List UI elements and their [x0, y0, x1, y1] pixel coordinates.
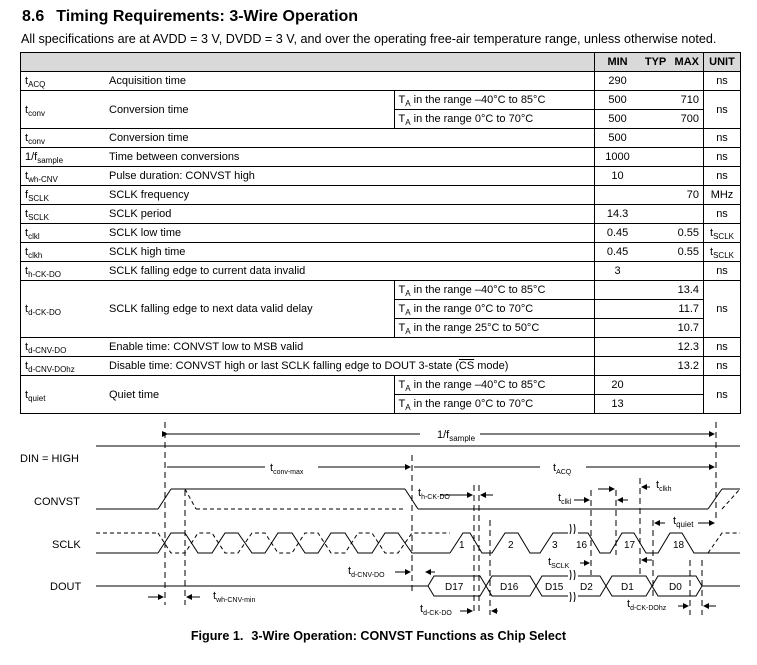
param-description: Conversion time: [105, 129, 594, 148]
unit-value: ns: [704, 338, 741, 357]
typ-value: [641, 243, 671, 262]
label-td-ck-dohz: $t_{d-CK-DOhz}$: [627, 598, 667, 612]
signal-label-din: DIN = HIGH: [20, 453, 79, 465]
unit-value: $t_{SCLK}$: [704, 243, 741, 262]
param-description: Enable time: CONVST low to MSB valid: [105, 338, 594, 357]
condition: $T_A$ in the range –40°C to 85°C: [394, 376, 594, 395]
min-value: [594, 357, 641, 376]
param-symbol: $t_{wh-CNV}$: [21, 167, 106, 186]
unit-value: ns: [704, 91, 741, 129]
param-description: SCLK falling edge to current data invalid: [105, 262, 594, 281]
condition: $T_A$ in the range 0°C to 70°C: [394, 300, 594, 319]
max-value: [671, 148, 704, 167]
max-value: 10.7: [671, 319, 704, 338]
param-symbol: $t_{conv}$: [21, 129, 106, 148]
label-tclkl: $t_{clkl}$: [558, 492, 572, 506]
max-value: 0.55: [671, 243, 704, 262]
table-row: [21, 91, 741, 110]
table-row: [21, 129, 741, 148]
unit-value: ns: [704, 357, 741, 376]
signal-label-dout: DOUT: [50, 581, 82, 593]
max-value: 0.55: [671, 224, 704, 243]
max-value: 12.3: [671, 338, 704, 357]
max-value: [671, 167, 704, 186]
param-description: Disable time: CONVST high or last SCLK falling edge to DOUT 3-state ($\overline{CS}$ mode): [105, 357, 594, 376]
unit-value: ns: [704, 72, 741, 91]
typ-value: [641, 205, 671, 224]
max-value: 70: [671, 186, 704, 205]
table-row: [21, 205, 741, 224]
condition: $T_A$ in the range 0°C to 70°C: [394, 110, 594, 129]
param-description: SCLK low time: [105, 224, 594, 243]
table-row: [21, 262, 741, 281]
table-row: [21, 186, 741, 205]
label-tconv-max: $t_{conv-max}$: [270, 462, 304, 476]
max-value: 11.7: [671, 300, 704, 319]
min-value: [594, 338, 641, 357]
label-twh-cnv-min: $t_{wh-CNV-min}$: [213, 590, 256, 604]
table-row: [21, 167, 741, 186]
typ-value: [641, 319, 671, 338]
typ-value: [641, 357, 671, 376]
table-row: [21, 72, 741, 91]
section-title: [22, 8, 358, 26]
param-description: SCLK falling edge to next data valid delay: [105, 281, 394, 338]
condition: $T_A$ in the range –40°C to 85°C: [394, 281, 594, 300]
clock-number: 2: [508, 540, 514, 551]
clock-number: 3: [552, 540, 558, 551]
label-tquiet: $t_{quiet}$: [673, 515, 694, 529]
label-th-ck-do: $t_{h-CK-DO}$: [418, 487, 450, 501]
max-value: [671, 376, 704, 395]
data-bit: D0: [669, 582, 682, 593]
param-description: Conversion time: [105, 91, 394, 129]
table-row: [21, 224, 741, 243]
typ-value: [641, 395, 671, 414]
table-row: [21, 243, 741, 262]
label-td-ck-do: $t_{d-CK-DO}$: [420, 603, 452, 617]
param-symbol: $t_{clkl}$: [21, 224, 106, 243]
unit-value: ns: [704, 205, 741, 224]
clock-number: 1: [459, 540, 465, 551]
timing-requirements-table: [20, 52, 741, 414]
param-description: Acquisition time: [105, 72, 594, 91]
label-fsample: $1/f_{sample}$: [437, 429, 476, 443]
clock-number: 17: [624, 540, 636, 551]
min-value: 13: [594, 395, 641, 414]
min-value: 3: [594, 262, 641, 281]
timing-diagram: [0, 415, 757, 630]
param-symbol: $t_{d-CK-DO}$: [21, 281, 106, 338]
typ-value: [641, 338, 671, 357]
max-value: 700: [671, 110, 704, 129]
param-description: SCLK period: [105, 205, 594, 224]
data-bit: D17: [445, 582, 464, 593]
label-td-cnv-do: $t_{d-CNV-DO}$: [348, 565, 385, 579]
unit-value: ns: [704, 167, 741, 186]
typ-value: [641, 281, 671, 300]
min-value: [594, 281, 641, 300]
table-row: [21, 338, 741, 357]
param-symbol: $t_{d-CNV-DO}$: [21, 338, 106, 357]
label-tacq: $t_{ACQ}$: [553, 462, 572, 476]
min-value: 500: [594, 110, 641, 129]
table-row: [21, 357, 741, 376]
max-value: [671, 129, 704, 148]
unit-value: ns: [704, 148, 741, 167]
max-value: 710: [671, 91, 704, 110]
section-title-text: Timing Requirements: 3-Wire Operation: [56, 8, 359, 25]
param-symbol: $1/f_{sample}$: [21, 148, 106, 167]
typ-value: [641, 376, 671, 395]
condition: $T_A$ in the range –40°C to 85°C: [394, 91, 594, 110]
min-value: 20: [594, 376, 641, 395]
min-value: 0.45: [594, 224, 641, 243]
label-tclkh: $t_{clkh}$: [656, 479, 672, 493]
header-max: MAX: [671, 53, 704, 72]
data-bit: D1: [621, 582, 634, 593]
typ-value: [641, 148, 671, 167]
clock-number: 18: [673, 540, 685, 551]
clock-number: 16: [576, 540, 588, 551]
min-value: 10: [594, 167, 641, 186]
max-value: [671, 395, 704, 414]
figure-caption-text: 3-Wire Operation: CONVST Functions as Chip Select: [251, 629, 567, 643]
min-value: [594, 300, 641, 319]
table-header-row: [21, 53, 741, 72]
typ-value: [641, 91, 671, 110]
typ-value: [641, 72, 671, 91]
table-row: [21, 148, 741, 167]
typ-value: [641, 186, 671, 205]
table-row: [21, 281, 741, 300]
typ-value: [641, 110, 671, 129]
param-symbol: $t_{ACQ}$: [21, 72, 106, 91]
typ-value: [641, 262, 671, 281]
unit-value: ns: [704, 129, 741, 148]
unit-value: MHz: [704, 186, 741, 205]
param-symbol: $t_{quiet}$: [21, 376, 106, 414]
conditions-note: All specifications are at AVDD = 3 V, DVDD = 3 V, and over the operating free-air temperature range, unless otherwise noted.: [21, 32, 717, 46]
param-description: SCLK high time: [105, 243, 594, 262]
label-tsclk: $t_{SCLK}$: [548, 556, 570, 570]
param-description: SCLK frequency: [105, 186, 594, 205]
param-description: Pulse duration: CONVST high: [105, 167, 594, 186]
param-symbol: $t_{SCLK}$: [21, 205, 106, 224]
header-typ: TYP: [641, 53, 671, 72]
max-value: [671, 72, 704, 91]
min-value: 500: [594, 129, 641, 148]
param-symbol: $t_{d-CNV-DOhz}$: [21, 357, 106, 376]
param-symbol: $t_{conv}$: [21, 91, 106, 129]
table-row: [21, 376, 741, 395]
max-value: 13.4: [671, 281, 704, 300]
typ-value: [641, 300, 671, 319]
header-min: MIN: [594, 53, 641, 72]
min-value: 290: [594, 72, 641, 91]
data-bit: D15: [545, 582, 564, 593]
max-value: 13.2: [671, 357, 704, 376]
max-value: [671, 205, 704, 224]
min-value: 500: [594, 91, 641, 110]
figure-number: Figure 1.: [190, 629, 244, 643]
param-symbol: $t_{h-CK-DO}$: [21, 262, 106, 281]
unit-value: ns: [704, 376, 741, 414]
min-value: [594, 319, 641, 338]
data-bit: D16: [500, 582, 519, 593]
min-value: 0.45: [594, 243, 641, 262]
section-number: 8.6: [22, 8, 45, 25]
unit-value: ns: [704, 281, 741, 338]
param-description: Time between conversions: [105, 148, 594, 167]
signal-label-sclk: SCLK: [52, 539, 81, 551]
typ-value: [641, 129, 671, 148]
data-bit: D2: [580, 582, 593, 593]
min-value: 1000: [594, 148, 641, 167]
typ-value: [641, 167, 671, 186]
header-unit: UNIT: [704, 53, 741, 72]
min-value: 14.3: [594, 205, 641, 224]
header-blank: [21, 53, 595, 72]
min-value: [594, 186, 641, 205]
param-description: Quiet time: [105, 376, 394, 414]
param-symbol: $f_{SCLK}$: [21, 186, 106, 205]
condition: $T_A$ in the range 25°C to 50°C: [394, 319, 594, 338]
param-symbol: $t_{clkh}$: [21, 243, 106, 262]
condition: $T_A$ in the range 0°C to 70°C: [394, 395, 594, 414]
typ-value: [641, 224, 671, 243]
signal-label-convst: CONVST: [34, 496, 80, 508]
figure-caption: [0, 629, 757, 643]
unit-value: $t_{SCLK}$: [704, 224, 741, 243]
unit-value: ns: [704, 262, 741, 281]
max-value: [671, 262, 704, 281]
